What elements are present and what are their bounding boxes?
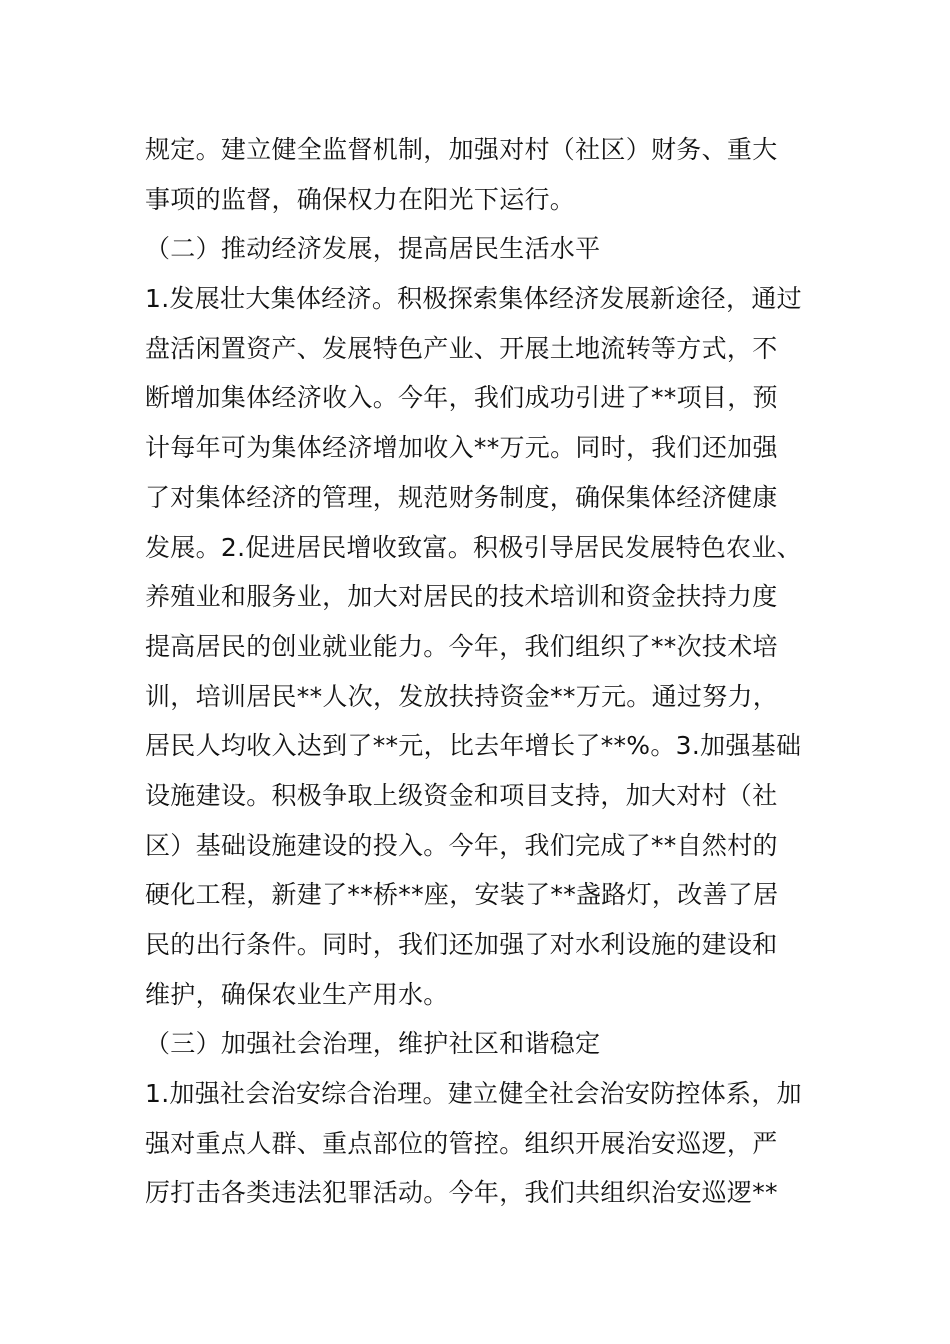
- body-text-line: 计每年可为集体经济增加收入**万元。同时，我们还加强: [145, 433, 778, 463]
- body-text-line: 民的出行条件。同时，我们还加强了对水利设施的建设和: [145, 930, 778, 959]
- body-text-line: 硬化工程，新建了**桥**座，安装了**盏路灯，改善了居: [145, 880, 779, 910]
- body-text-line: 训，培训居民**人次，发放扶持资金**万元。通过努力，: [145, 681, 779, 711]
- section-heading: （三）加强社会治理，维护社区和谐稳定: [145, 1029, 601, 1059]
- body-text-line: 强对重点人群、重点部位的管控。组织开展治安巡逻，严: [145, 1128, 778, 1158]
- body-text-line: 区）基础设施建设的投入。今年，我们完成了**自然村的: [145, 830, 778, 860]
- body-text-line: 设施建设。积极争取上级资金和项目支持，加大对村（社: [145, 780, 778, 810]
- body-text-line: 规定。建立健全监督机制，加强对村（社区）财务、重大: [145, 135, 778, 164]
- body-text-line: 1.发展壮大集体经济。积极探索集体经济发展新途径，通过: [145, 284, 802, 314]
- body-text-line: 居民人均收入达到了**元，比去年增长了**%。3.加强基础: [145, 731, 802, 761]
- body-text-line: 厉打击各类违法犯罪活动。今年，我们共组织治安巡逻**: [145, 1178, 778, 1208]
- document-page: [145, 125, 810, 1218]
- body-text-line: 盘活闲置资产、发展特色产业、开展土地流转等方式，不: [145, 333, 778, 363]
- body-text-line: 事项的监督，确保权力在阳光下运行。: [145, 184, 576, 214]
- section-heading: （二）推动经济发展，提高居民生活水平: [145, 234, 601, 264]
- body-text-line: 1.加强社会治安综合治理。建立健全社会治安防控体系，加: [145, 1079, 802, 1109]
- body-text-line: 发展。2.促进居民增收致富。积极引导居民发展特色农业、: [145, 532, 802, 562]
- body-text-line: 了对集体经济的管理，规范财务制度，确保集体经济健康: [145, 482, 778, 512]
- body-text-line: 提高居民的创业就业能力。今年，我们组织了**次技术培: [145, 631, 778, 661]
- body-text-line: 养殖业和服务业，加大对居民的技术培训和资金扶持力度: [145, 582, 778, 612]
- body-text-line: 断增加集体经济收入。今年，我们成功引进了**项目，预: [145, 383, 778, 413]
- body-text-line: 维护，确保农业生产用水。: [145, 979, 449, 1009]
